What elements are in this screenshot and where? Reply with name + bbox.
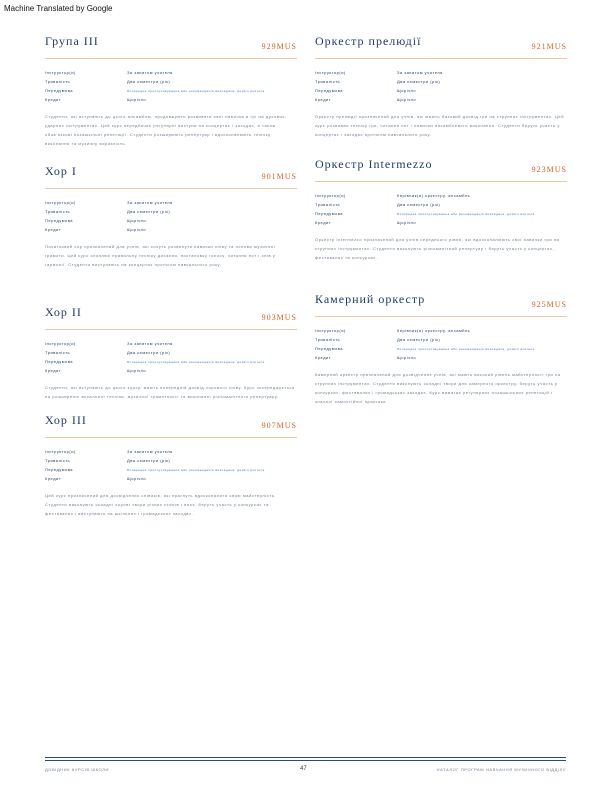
prerequisite-label: Передумова: [45, 88, 74, 93]
course-description: [45, 242, 297, 269]
instructor-value: За запитом учителя: [127, 341, 173, 346]
prerequisite-value: Щорічно: [397, 88, 417, 93]
description-text: Оркестр Intermezzo призначений для учнів середнього рівня, які вдосконалюють свої навички гри на струнних інструментах. Студенти виконують різноманітний репертуар і беруть участь у концертах, фестивалях та конкурсах.: [315, 237, 560, 260]
credit-label: Кредит: [315, 220, 332, 225]
course-title: Камерний оркестр: [315, 292, 426, 306]
course-description: [45, 112, 297, 148]
course-header: [45, 162, 297, 189]
instructor-row: [45, 199, 297, 207]
description-text: Студенти, які вступають до цього курсу, мають попередній досвід хорового співу. Курс зосереджується на розширенні вокальної техніки, музичної грамотності та виконанні різноманітного репертуару.: [45, 385, 295, 399]
instructor-row: [45, 340, 297, 348]
prerequisite-row: [315, 210, 567, 218]
duration-label: Тривалість: [45, 458, 71, 463]
duration-row: [315, 336, 567, 344]
duration-label: Тривалість: [45, 209, 71, 214]
duration-row: [45, 208, 297, 216]
duration-label: Тривалість: [315, 202, 341, 207]
credit-row: [315, 96, 567, 104]
course-header: [45, 32, 297, 59]
instructor-label: Інструктор(и): [45, 341, 76, 346]
course-info: [315, 69, 567, 104]
prerequisite-value: Попереднє прослуховування або рекомендація викладача, дозвіл вчителя: [127, 89, 265, 93]
instructor-row: [315, 327, 567, 335]
credit-value: Щорічно: [127, 227, 147, 232]
prerequisite-label: Передумова: [315, 88, 344, 93]
machine-translated-banner: Machine Translated by Google: [4, 4, 113, 13]
description-text: Оркестр прелюдії призначений для учнів, які мають базовий досвід гри на струнних інструментах. Цей курс розвиває техніку гри, читання нот і навички ансамблевого виконання. Студенти беруть участь у концертах і заходах протягом навчального року.: [315, 114, 565, 137]
description-text: Початковий хор призначений для учнів, які хочуть розвинути навички співу та основи музичної грамоти. Цей курс охоплює правильну техніку дихання, постановку голосу, читання нот і спів у гармонії. Студенти виступають на концертах протягом навчального року.: [45, 244, 276, 267]
course-info: [315, 327, 567, 362]
prerequisite-label: Передумова: [45, 218, 74, 223]
footer-rule-bottom: [45, 760, 566, 761]
prerequisite-row: [315, 345, 567, 353]
credit-value: Щорічно: [127, 97, 147, 102]
credit-label: Кредит: [315, 355, 332, 360]
description-text: Студенти, які вступають до цього ансамблю, продовжують розвивати свої навички в грі на духових, ударних інструментах. Цей курс передбачає регулярні виступи на концертах і заходах, а також обов'язкові позашкільні репетиції. Студенти розширюють репертуар і вдосконалюють техніку виконання та музичну виразність.: [45, 114, 287, 146]
duration-value: Два семестри (рік): [397, 337, 441, 342]
course-description: [45, 491, 297, 518]
instructor-row: [45, 448, 297, 456]
duration-label: Тривалість: [315, 337, 341, 342]
credit-value: Щорічно: [397, 220, 417, 225]
instructor-value: Керівник(и) оркестру, ансамбль: [397, 193, 471, 198]
prerequisite-row: [45, 466, 297, 474]
duration-value: Два семестри (рік): [127, 350, 171, 355]
course-code: 921MUS: [531, 42, 567, 51]
course-description: [315, 235, 567, 262]
course-code: 903MUS: [261, 313, 297, 322]
course-block: [45, 162, 297, 269]
footer-rule-top: [45, 757, 566, 758]
footer-left-text: ДОВІДНИК КУРСІВ ШКОЛИ: [45, 767, 109, 772]
description-text: Цей курс призначений для досвідчених співаків, які прагнуть вдосконалити свою майстерність. Студенти виконують складні хорові твори різних стилів і епох, беруть участь у конкурсах та фестивалях і виступають на шкільних і громадських заходах.: [45, 493, 277, 516]
page-number: 47: [300, 766, 307, 772]
footer-right-text: КАТАЛОГ ПРОГРАМ НАВЧАННЯ МУЗИЧНОГО ВІДДІЛУ: [437, 767, 566, 772]
instructor-label: Інструктор(и): [45, 449, 76, 454]
course-code: 901MUS: [261, 172, 297, 181]
instructor-label: Інструктор(и): [45, 200, 76, 205]
duration-row: [45, 457, 297, 465]
credit-row: [45, 226, 297, 234]
credit-label: Кредит: [45, 97, 62, 102]
credit-row: [315, 219, 567, 227]
course-description: [45, 383, 297, 401]
course-title: Оркестр прелюдії: [315, 34, 422, 48]
duration-value: Два семестри (рік): [397, 202, 441, 207]
prerequisite-value: Попереднє прослуховування або рекомендація викладача, дозвіл вчителя: [397, 347, 535, 351]
course-info: [45, 199, 297, 234]
course-code: 907MUS: [261, 421, 297, 430]
duration-label: Тривалість: [45, 350, 71, 355]
instructor-value: За запитом учителя: [397, 70, 443, 75]
credit-row: [45, 367, 297, 375]
prerequisite-label: Передумова: [315, 346, 344, 351]
credit-value: Щорічно: [127, 368, 147, 373]
left-column: [45, 32, 297, 518]
instructor-label: Інструктор(и): [315, 70, 346, 75]
credit-label: Кредит: [45, 476, 62, 481]
course-block: [45, 303, 297, 401]
prerequisite-label: Передумова: [45, 359, 74, 364]
duration-label: Тривалість: [315, 79, 341, 84]
course-info: [315, 192, 567, 227]
credit-value: Щорічно: [397, 355, 417, 360]
instructor-row: [315, 69, 567, 77]
course-description: [315, 112, 567, 139]
instructor-value: Керівник(и) оркестру, ансамбль: [397, 328, 471, 333]
duration-label: Тривалість: [45, 79, 71, 84]
credit-value: Щорічно: [397, 97, 417, 102]
prerequisite-row: [45, 217, 297, 225]
credit-row: [315, 354, 567, 362]
course-info: [45, 340, 297, 375]
credit-label: Кредит: [45, 368, 62, 373]
course-title: Хор II: [45, 305, 82, 319]
course-info: [45, 69, 297, 104]
prerequisite-row: [45, 358, 297, 366]
duration-row: [45, 349, 297, 357]
course-header: [45, 411, 297, 438]
course-info: [45, 448, 297, 483]
course-header: [315, 155, 567, 182]
course-block: [45, 411, 297, 518]
prerequisite-label: Передумова: [45, 467, 74, 472]
course-block: [315, 32, 567, 139]
prerequisite-value: Щорічно: [127, 218, 147, 223]
credit-row: [45, 475, 297, 483]
course-header: [315, 32, 567, 59]
course-code: 929MUS: [261, 42, 297, 51]
course-block: [315, 155, 567, 262]
course-block: [315, 290, 567, 406]
course-description: [315, 370, 567, 406]
course-header: [45, 303, 297, 330]
course-code: 923MUS: [531, 165, 567, 174]
prerequisite-value: Попереднє прослуховування або рекомендація викладача, дозвіл вчителя: [127, 468, 265, 472]
duration-value: Два семестри (рік): [127, 209, 171, 214]
prerequisite-row: [315, 87, 567, 95]
right-column: [315, 32, 567, 406]
instructor-label: Інструктор(и): [315, 193, 346, 198]
credit-value: Щорічно: [127, 476, 147, 481]
instructor-value: За запитом учителя: [127, 200, 173, 205]
course-title: Хор III: [45, 413, 87, 427]
duration-value: Два семестри (рік): [397, 79, 441, 84]
prerequisite-label: Передумова: [315, 211, 344, 216]
course-header: [315, 290, 567, 317]
instructor-value: За запитом учителя: [127, 449, 173, 454]
duration-row: [315, 78, 567, 86]
instructor-label: Інструктор(и): [45, 70, 76, 75]
description-text: Камерний оркестр призначений для досвідчених учнів, які мають високий рівень майстерності гри на струнних інструментах. Студенти виконують складні твори для камерного оркестру, беруть участь у конкурсах, фестивалях і громадських заходах. Курс вимагає регулярних позашкільних репетицій і значної самостійної практики.: [315, 372, 561, 404]
duration-row: [45, 78, 297, 86]
duration-row: [315, 201, 567, 209]
duration-value: Два семестри (рік): [127, 79, 171, 84]
credit-label: Кредит: [45, 227, 62, 232]
course-title: Група III: [45, 34, 99, 48]
duration-value: Два семестри (рік): [127, 458, 171, 463]
course-code: 925MUS: [531, 300, 567, 309]
course-title: Оркестр Intermezzo: [315, 157, 433, 171]
prerequisite-value: Попереднє прослуховування або рекомендація викладача, дозвіл вчителя: [127, 360, 265, 364]
instructor-label: Інструктор(и): [315, 328, 346, 333]
prerequisite-row: [45, 87, 297, 95]
credit-label: Кредит: [315, 97, 332, 102]
course-title: Хор I: [45, 164, 77, 178]
course-block: [45, 32, 297, 148]
instructor-value: За запитом учителя: [127, 70, 173, 75]
instructor-row: [315, 192, 567, 200]
prerequisite-value: Попереднє прослуховування або рекомендація викладача, дозвіл вчителя: [397, 212, 535, 216]
instructor-row: [45, 69, 297, 77]
credit-row: [45, 96, 297, 104]
